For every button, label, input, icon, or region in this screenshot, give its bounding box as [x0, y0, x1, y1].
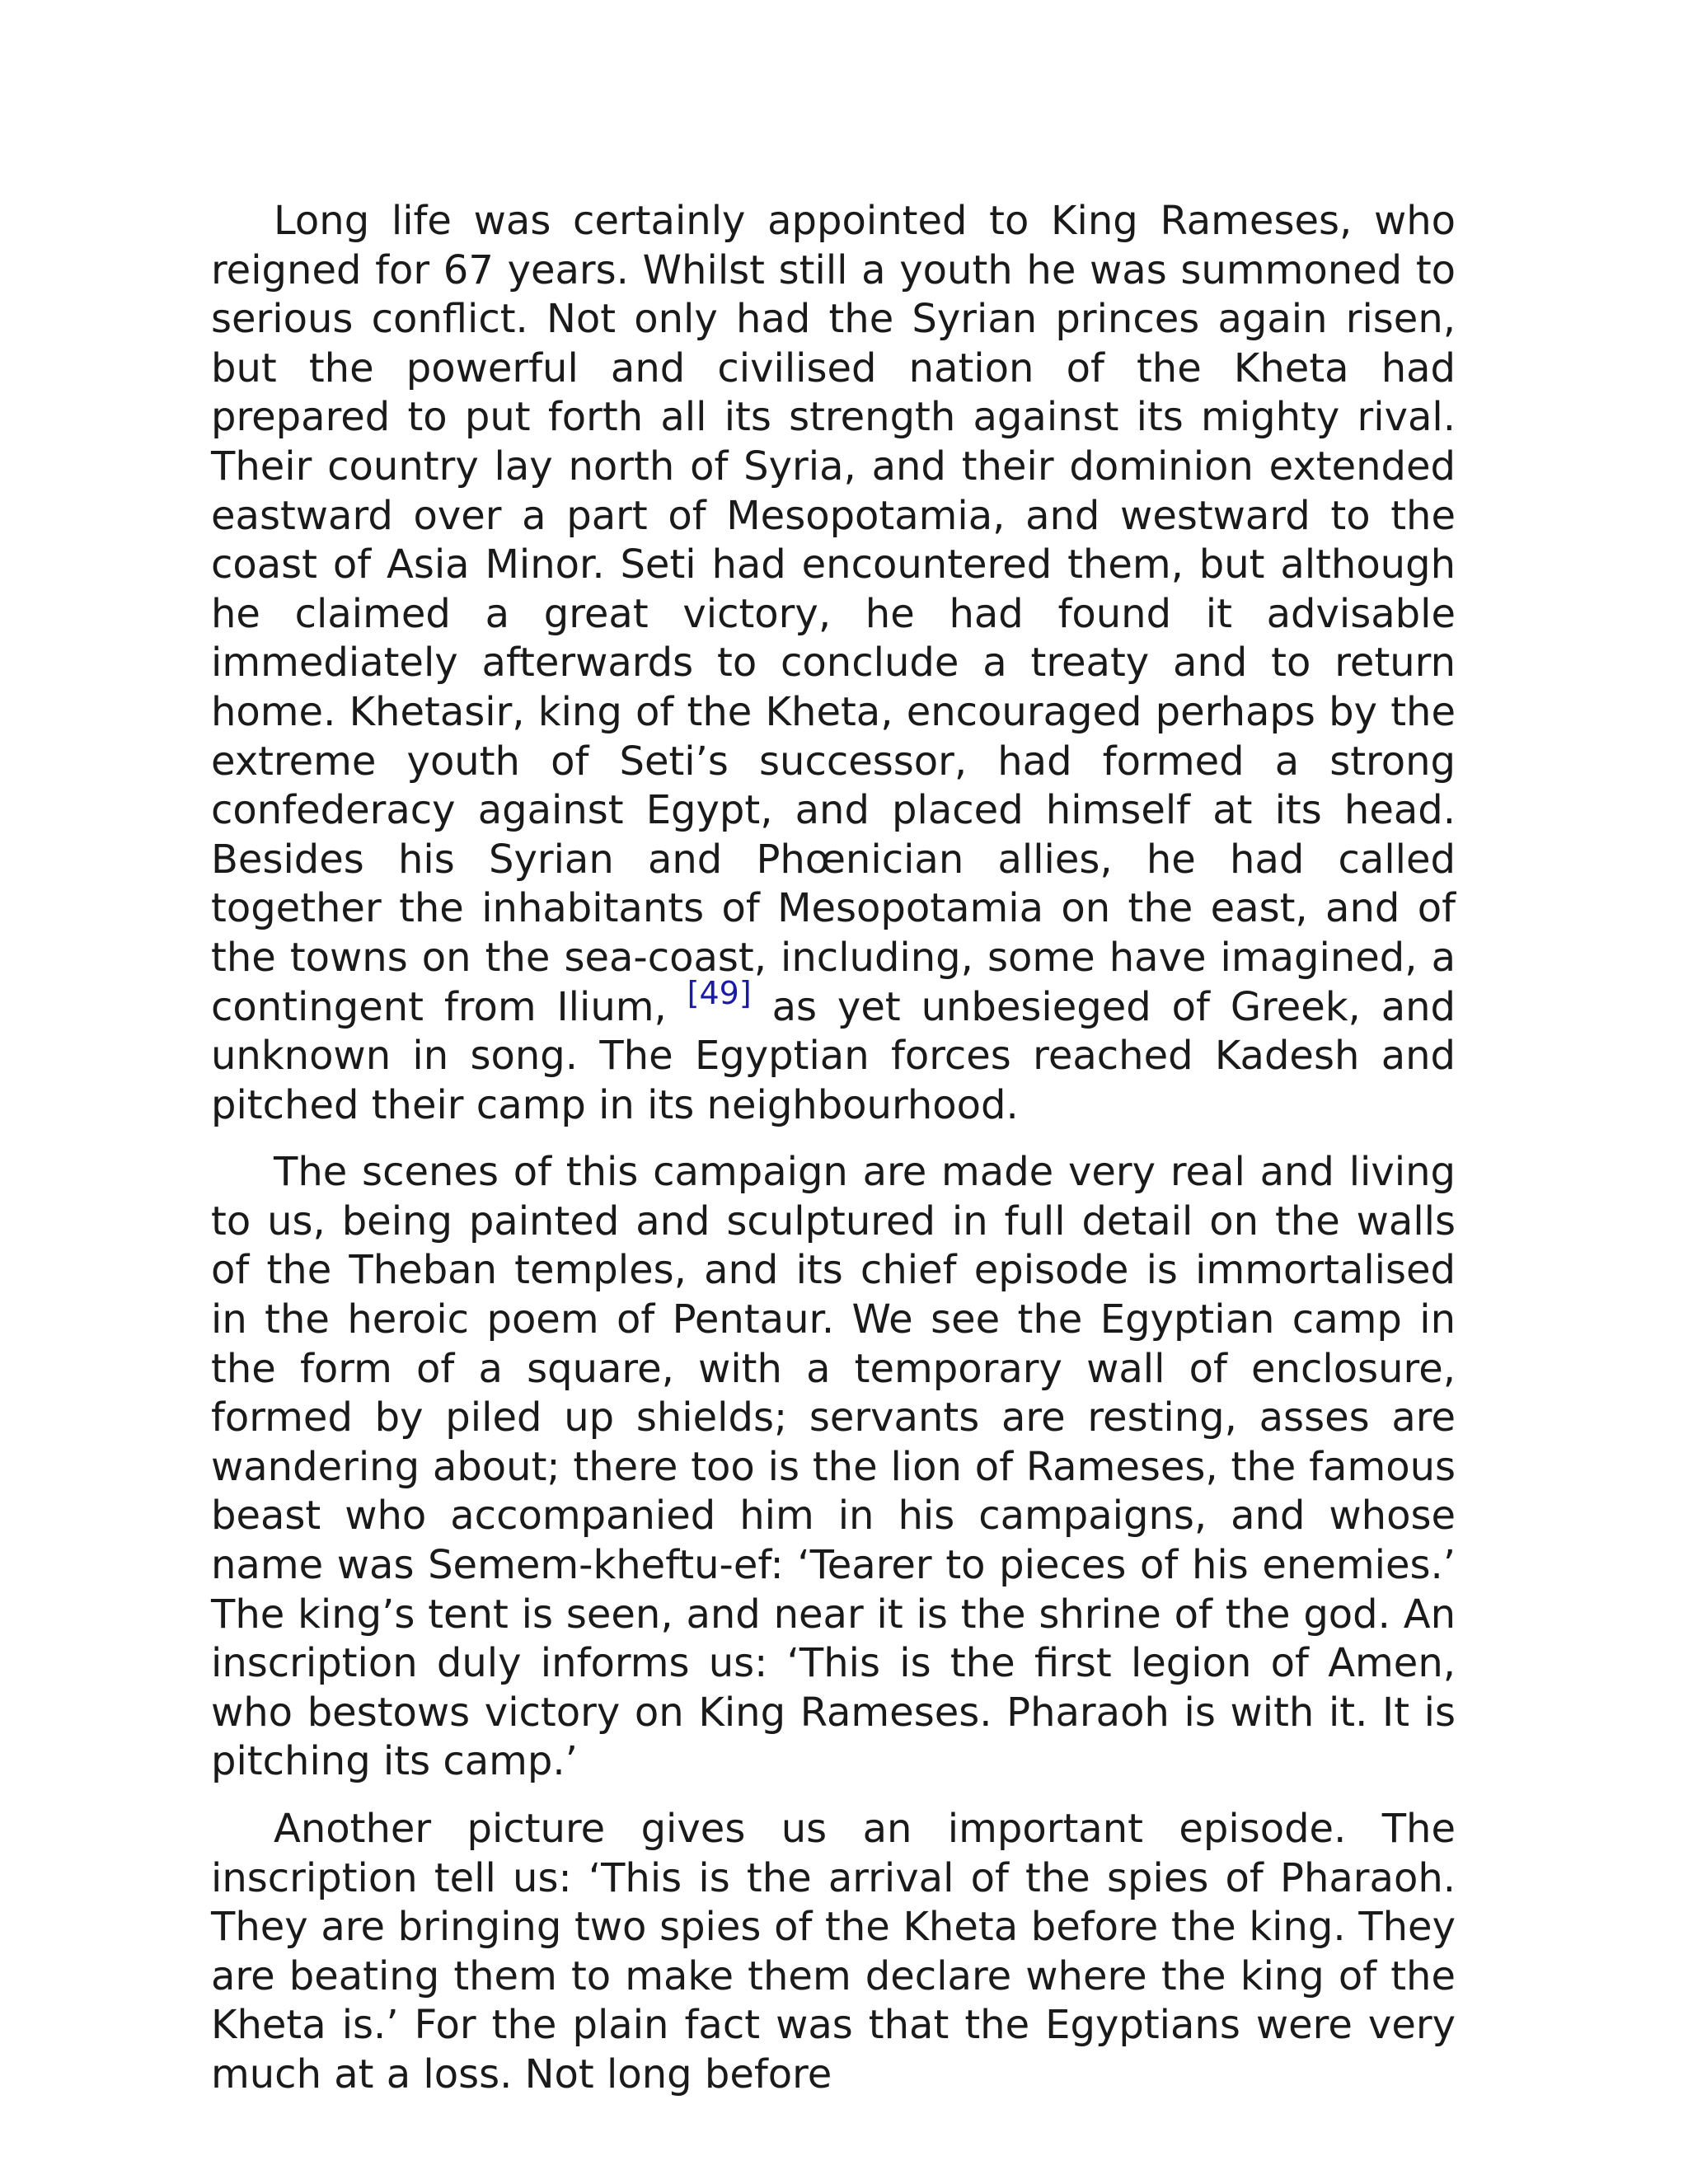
paragraph-text: as yet unbesieged of Greek, and unknown in song. The Egyptian forces reached Kadesh and pitched their camp in its neighbourhood. [211, 983, 1456, 1128]
paragraph-text: Long life was certainly appointed to King Rameses, who reigned for 67 years. Whilst still a youth he was summoned to serious conflict. Not only had the Syrian princes again risen, but the powerful and civilised nation of the Kheta had prepared to put forth all its strength against its mighty rival. Their country lay north of Syria, and their dominion extended eastward over a part of Mesopotamia, and westward to the coast of Asia Minor. Seti had encountered them, but although he claimed a great victory, he had found it advisable immediately afterwards to conclude a treaty and to return home. Khetasir, king of the Kheta, encouraged perhaps by the extreme youth of Seti’s successor, had formed a strong confederacy against Egypt, and placed himself at its head. Besides his Syrian and Phœnician allies, he had called together the inhabitants of Mesopotamia on the east, and of the towns on the sea-coast, including, some have imagined, a contingent from Ilium, [211, 198, 1456, 1030]
paragraph-campaign-scenes: The scenes of this campaign are made very real and living to us, being painted and sculptured in full detail on the walls of the Theban temples, and its chief episode is immortalised in the heroic poem of Pentaur. We see the Egyptian camp in the form of a square, with a temporary wall of enclosure, formed by piled up shields; servants are resting, asses are wandering about; there too is the lion of Rameses, the famous beast who accompanied him in his campaigns, and whose name was Semem-kheftu-ef: ‘Tearer to pieces of his enemies.’ The king’s tent is seen, and near it is the shrine of the god. An inscription duly informs us: ‘This is the first legion of Amen, who bestows victory on King Rameses. Pharaoh is with it. It is pitching its camp.’ [211, 1149, 1456, 1785]
paragraph-rameses-conflict [211, 197, 1456, 1130]
footnote-link-49[interactable]: [49] [687, 974, 752, 1011]
paragraph-spies-episode: Another picture gives us an important episode. The inscription tell us: ‘This is the arrival of the spies of Pharaoh. They are bringing two spies of the Kheta before the king. They are beating them to make them declare where the king of the Kheta is.’ For the plain fact was that the Egyptians were very much at a loss. Not long before [211, 1806, 1456, 2097]
document-page [211, 197, 1456, 2118]
